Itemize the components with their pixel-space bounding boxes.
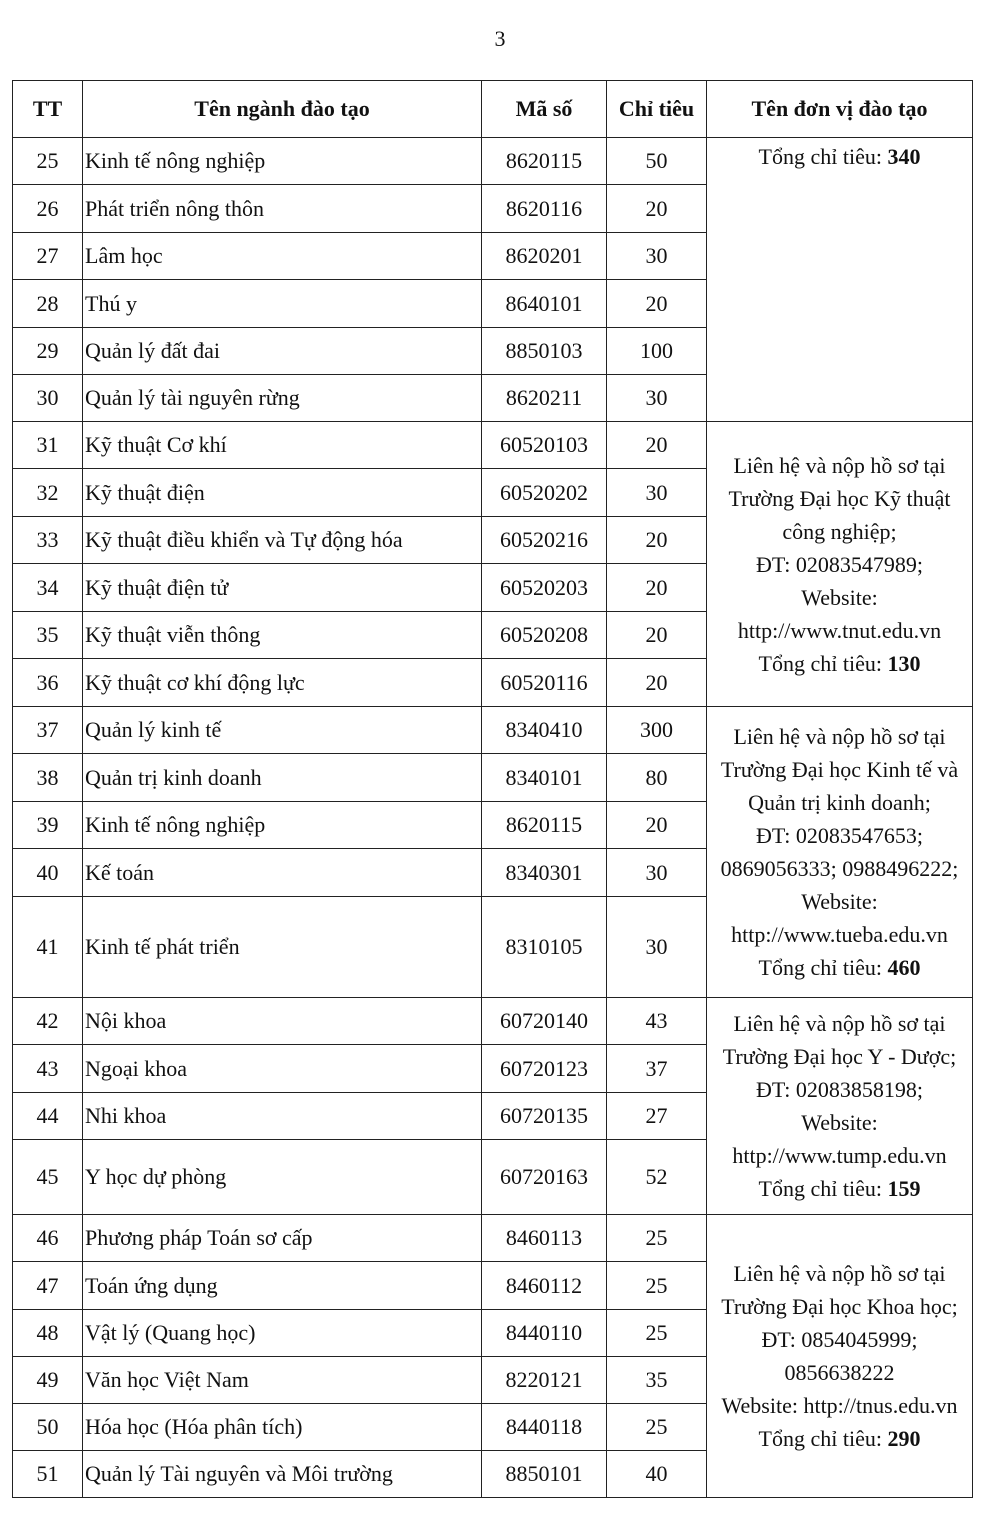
row-quota-cell: 30 xyxy=(607,897,707,998)
row-tt-cell: 26 xyxy=(13,185,83,233)
row-code-cell: 8640101 xyxy=(482,280,607,328)
row-quota-cell: 20 xyxy=(607,564,707,612)
row-code-cell: 8340101 xyxy=(482,754,607,802)
row-tt-cell: 31 xyxy=(13,422,83,469)
row-code-cell: 60720135 xyxy=(482,1093,607,1140)
unit-info-line: ĐT: 02083547989; xyxy=(756,551,923,577)
unit-info-line: Website: xyxy=(801,584,878,610)
row-program-name-cell: Phương pháp Toán sơ cấp xyxy=(83,1215,482,1262)
row-code-cell: 8620211 xyxy=(482,375,607,422)
row-tt-cell: 44 xyxy=(13,1093,83,1140)
row-code-cell: 8620116 xyxy=(482,185,607,233)
unit-total-quota xyxy=(709,1422,970,1455)
unit-info-line: Liên hệ và nộp hồ sơ tại xyxy=(733,452,946,478)
row-quota-cell: 35 xyxy=(607,1357,707,1404)
row-tt-cell: 32 xyxy=(13,469,83,517)
training-programs-table xyxy=(12,80,973,1498)
row-tt-cell: 28 xyxy=(13,280,83,328)
row-quota-cell: 25 xyxy=(607,1262,707,1310)
unit-info-line: Trường Đại học Kinh tế và xyxy=(720,757,959,782)
row-quota-cell: 20 xyxy=(607,612,707,659)
header-code: Mã số xyxy=(482,81,607,138)
row-quota-cell: 30 xyxy=(607,849,707,897)
row-tt-cell: 39 xyxy=(13,802,83,849)
row-program-name-cell: Kỹ thuật điện xyxy=(83,469,482,517)
row-program-name-cell: Quản lý Tài nguyên và Môi trường xyxy=(83,1451,482,1498)
unit-info-line: Website: xyxy=(801,889,878,914)
unit-info-cell xyxy=(707,1215,973,1498)
row-program-name-cell: Quản lý đất đai xyxy=(83,328,482,375)
unit-total-label: Tổng chỉ tiêu: xyxy=(758,144,888,169)
unit-info-line: Trường Đại học Y - Dược; xyxy=(722,1044,957,1069)
row-tt-cell: 43 xyxy=(13,1045,83,1093)
row-quota-cell: 30 xyxy=(607,233,707,280)
unit-info-line: Website: http://tnus.edu.vn xyxy=(721,1393,958,1418)
header-unit-name: Tên đơn vị đào tạo xyxy=(707,81,973,138)
unit-total-label: Tổng chỉ tiêu: xyxy=(758,650,888,676)
table-row xyxy=(13,707,973,754)
row-code-cell: 8310105 xyxy=(482,897,607,998)
row-code-cell: 60720123 xyxy=(482,1045,607,1093)
row-program-name-cell: Kỹ thuật điện tử xyxy=(83,564,482,612)
row-quota-cell: 37 xyxy=(607,1045,707,1093)
unit-total-value: 460 xyxy=(887,955,921,980)
row-tt-cell: 27 xyxy=(13,233,83,280)
unit-total-value: 340 xyxy=(887,144,921,169)
row-program-name-cell: Phát triển nông thôn xyxy=(83,185,482,233)
row-tt-cell: 48 xyxy=(13,1310,83,1357)
unit-total-value: 130 xyxy=(887,650,921,676)
row-quota-cell: 40 xyxy=(607,1451,707,1498)
unit-total-value: 290 xyxy=(887,1426,921,1451)
row-code-cell: 60520203 xyxy=(482,564,607,612)
row-program-name-cell: Kế toán xyxy=(83,849,482,897)
unit-info-line: 0869056333; 0988496222; xyxy=(720,856,959,881)
unit-info-line: Trường Đại học Kỹ thuật xyxy=(728,485,951,511)
row-quota-cell: 100 xyxy=(607,328,707,375)
row-code-cell: 8620201 xyxy=(482,233,607,280)
row-quota-cell: 25 xyxy=(607,1404,707,1451)
table-row xyxy=(13,138,973,185)
table-row xyxy=(13,1215,973,1262)
row-program-name-cell: Kinh tế phát triển xyxy=(83,897,482,998)
row-code-cell: 8440118 xyxy=(482,1404,607,1451)
row-tt-cell: 42 xyxy=(13,998,83,1045)
row-quota-cell: 20 xyxy=(607,422,707,469)
row-program-name-cell: Văn học Việt Nam xyxy=(83,1357,482,1404)
row-tt-cell: 36 xyxy=(13,659,83,707)
row-quota-cell: 27 xyxy=(607,1093,707,1140)
row-code-cell: 8220121 xyxy=(482,1357,607,1404)
unit-info-cell xyxy=(707,998,973,1215)
row-program-name-cell: Hóa học (Hóa phân tích) xyxy=(83,1404,482,1451)
row-quota-cell: 52 xyxy=(607,1140,707,1215)
unit-total-label: Tổng chỉ tiêu: xyxy=(758,1426,888,1451)
row-tt-cell: 50 xyxy=(13,1404,83,1451)
unit-info-line: ĐT: 02083858198; xyxy=(756,1077,923,1102)
row-code-cell: 60720163 xyxy=(482,1140,607,1215)
row-code-cell: 60520208 xyxy=(482,612,607,659)
row-program-name-cell: Kỹ thuật Cơ khí xyxy=(83,422,482,469)
row-quota-cell: 25 xyxy=(607,1215,707,1262)
unit-info-line: Trường Đại học Khoa học; xyxy=(721,1294,958,1319)
row-tt-cell: 37 xyxy=(13,707,83,754)
unit-total-value: 159 xyxy=(887,1176,921,1201)
row-quota-cell: 80 xyxy=(607,754,707,802)
row-tt-cell: 45 xyxy=(13,1140,83,1215)
row-quota-cell: 30 xyxy=(607,469,707,517)
header-program-name: Tên ngành đào tạo xyxy=(83,81,482,138)
row-code-cell: 60520202 xyxy=(482,469,607,517)
row-program-name-cell: Lâm học xyxy=(83,233,482,280)
unit-info-line: http://www.tnut.edu.vn xyxy=(737,617,942,643)
row-quota-cell: 25 xyxy=(607,1310,707,1357)
unit-total-quota xyxy=(709,647,970,680)
row-program-name-cell: Y học dự phòng xyxy=(83,1140,482,1215)
row-code-cell: 8460112 xyxy=(482,1262,607,1310)
row-program-name-cell: Quản trị kinh doanh xyxy=(83,754,482,802)
row-program-name-cell: Kỹ thuật điều khiển và Tự động hóa xyxy=(83,517,482,564)
row-program-name-cell: Nội khoa xyxy=(83,998,482,1045)
row-code-cell: 60520216 xyxy=(482,517,607,564)
row-code-cell: 8440110 xyxy=(482,1310,607,1357)
row-code-cell: 8340301 xyxy=(482,849,607,897)
row-program-name-cell: Toán ứng dụng xyxy=(83,1262,482,1310)
row-tt-cell: 33 xyxy=(13,517,83,564)
unit-info-line: Liên hệ và nộp hồ sơ tại xyxy=(733,1261,946,1286)
row-program-name-cell: Quản lý tài nguyên rừng xyxy=(83,375,482,422)
row-program-name-cell: Thú y xyxy=(83,280,482,328)
row-tt-cell: 49 xyxy=(13,1357,83,1404)
row-quota-cell: 20 xyxy=(607,185,707,233)
unit-info-cell xyxy=(707,138,973,422)
row-tt-cell: 41 xyxy=(13,897,83,998)
row-quota-cell: 300 xyxy=(607,707,707,754)
row-code-cell: 8850103 xyxy=(482,328,607,375)
row-quota-cell: 20 xyxy=(607,280,707,328)
row-tt-cell: 35 xyxy=(13,612,83,659)
row-quota-cell: 50 xyxy=(607,138,707,185)
row-tt-cell: 38 xyxy=(13,754,83,802)
header-row xyxy=(13,81,973,138)
row-quota-cell: 20 xyxy=(607,659,707,707)
row-quota-cell: 30 xyxy=(607,375,707,422)
row-code-cell: 8620115 xyxy=(482,138,607,185)
table-row xyxy=(13,422,973,469)
row-quota-cell: 20 xyxy=(607,517,707,564)
unit-info-line: Liên hệ và nộp hồ sơ tại xyxy=(733,724,946,749)
row-program-name-cell: Vật lý (Quang học) xyxy=(83,1310,482,1357)
row-quota-cell: 20 xyxy=(607,802,707,849)
row-tt-cell: 51 xyxy=(13,1451,83,1498)
row-code-cell: 60520103 xyxy=(482,422,607,469)
row-tt-cell: 46 xyxy=(13,1215,83,1262)
row-tt-cell: 34 xyxy=(13,564,83,612)
page-number: 3 xyxy=(494,26,506,51)
unit-info-line: http://www.tueba.edu.vn xyxy=(731,922,948,947)
row-code-cell: 8620115 xyxy=(482,802,607,849)
unit-total-quota xyxy=(709,140,970,173)
unit-total-label: Tổng chỉ tiêu: xyxy=(758,1176,888,1201)
row-quota-cell: 43 xyxy=(607,998,707,1045)
unit-info-line: ĐT: 0854045999; xyxy=(761,1327,918,1352)
row-tt-cell: 30 xyxy=(13,375,83,422)
table-row xyxy=(13,998,973,1045)
unit-info-line: ĐT: 02083547653; xyxy=(756,823,923,848)
unit-info-line: http://www.tump.edu.vn xyxy=(732,1143,947,1168)
table-header xyxy=(13,81,973,138)
row-tt-cell: 47 xyxy=(13,1262,83,1310)
header-tt: TT xyxy=(13,81,83,138)
unit-total-quota xyxy=(709,951,970,984)
row-program-name-cell: Ngoại khoa xyxy=(83,1045,482,1093)
row-tt-cell: 29 xyxy=(13,328,83,375)
row-code-cell: 8460113 xyxy=(482,1215,607,1262)
unit-total-label: Tổng chỉ tiêu: xyxy=(758,955,888,980)
table-body xyxy=(13,138,973,1498)
row-tt-cell: 25 xyxy=(13,138,83,185)
unit-info-line: Website: xyxy=(801,1110,878,1135)
row-program-name-cell: Kinh tế nông nghiệp xyxy=(83,802,482,849)
row-program-name-cell: Kỹ thuật cơ khí động lực xyxy=(83,659,482,707)
row-program-name-cell: Quản lý kinh tế xyxy=(83,707,482,754)
header-quota: Chỉ tiêu xyxy=(607,81,707,138)
row-program-name-cell: Kỹ thuật viễn thông xyxy=(83,612,482,659)
row-code-cell: 8340410 xyxy=(482,707,607,754)
row-tt-cell: 40 xyxy=(13,849,83,897)
row-program-name-cell: Nhi khoa xyxy=(83,1093,482,1140)
row-code-cell: 8850101 xyxy=(482,1451,607,1498)
unit-total-quota xyxy=(709,1172,970,1205)
unit-info-cell xyxy=(707,422,973,707)
row-code-cell: 60520116 xyxy=(482,659,607,707)
row-code-cell: 60720140 xyxy=(482,998,607,1045)
row-program-name-cell: Kinh tế nông nghiệp xyxy=(83,138,482,185)
unit-info-line: Liên hệ và nộp hồ sơ tại xyxy=(733,1011,946,1036)
unit-info-cell xyxy=(707,707,973,998)
unit-info-line: Quản trị kinh doanh; xyxy=(748,790,931,815)
unit-info-line: 0856638222 xyxy=(784,1360,895,1385)
unit-info-line: công nghiệp; xyxy=(782,518,897,544)
